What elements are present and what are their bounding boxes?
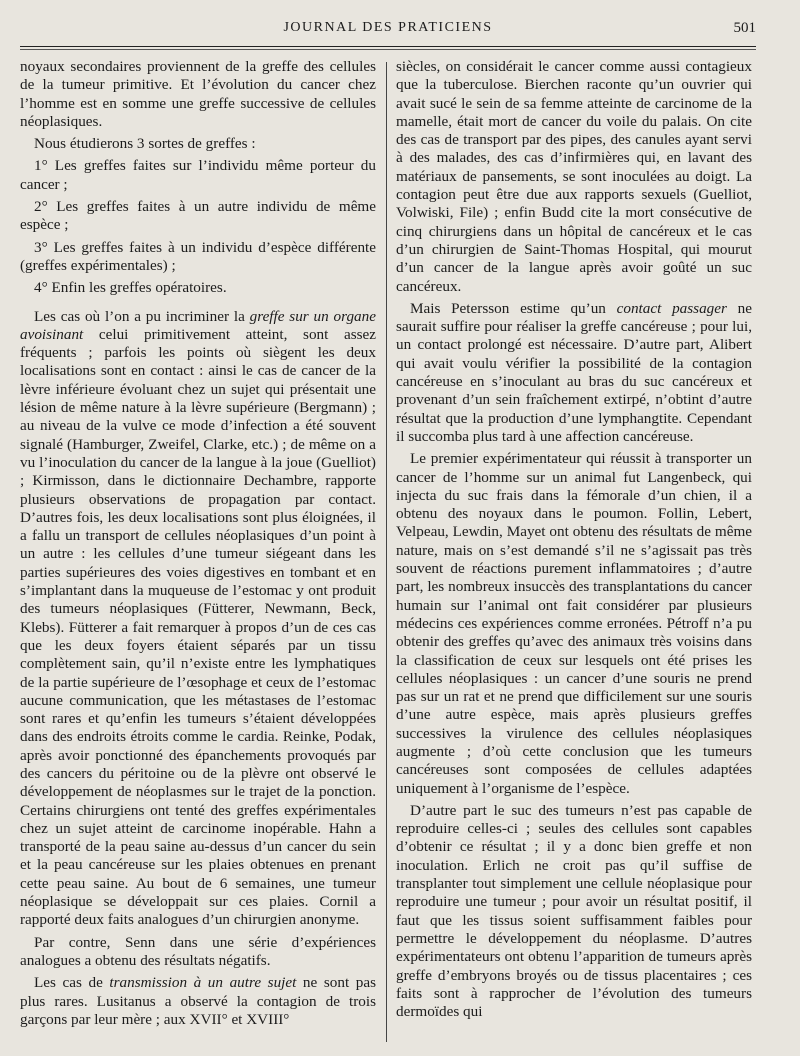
paragraph-l3 [20,157,376,194]
paragraph-r1 [396,58,752,296]
left-column [20,58,376,1033]
text-run: Les cas où l’on a pu incriminer la [34,307,250,325]
text-run: 2° Les greffes faites à un autre individu de même espèce ; [20,198,376,234]
right-column [396,58,752,1025]
text-run: ne sont pas plus rares. Lusitanus a observé la contagion de trois garçons par leur mère ; aux XVII° et XVIII° [20,974,376,1028]
italic-phrase: greffe sur un organe avoisinant [20,307,376,343]
paragraph-l4 [20,198,376,235]
text-run: 4° Enfin les greffes opératoires. [34,279,227,297]
column-divider [386,62,387,1042]
text-run: 1° Les greffes faites sur l’individu même porteur du cancer ; [20,157,376,193]
text-run: 3° Les greffes faites à un individu d’espèce différente (greffes expérimentales) ; [20,238,376,274]
text-run: celui primitivement atteint, sont assez fréquents ; parfois les points où siègent les deux localisations sont en contact : ainsi le cas de cancer de la lèvre inférieure évoluant chez un sujet qui présentait une lésion de même nature à la lèvre supérieure (Bergmann) ; au niveau de la vulve ce mode d’infection a été souvent signalé (Hamburger, Zweifel, Clarke, etc.) ; de même on a vu l’inoculation du cancer de la langue à la joue (Guelliot) ; Kirmisson, dans le dictionnaire Dechambre, rapporte plusieurs observations de propagation par contact. D’autres fois, les deux localisations sont plus éloignées, il a fallu un transport de cellules néoplasiques d’un point à un autre : les cellules d’une tumeur siégeant dans les parties supérieures des voies digestives en tombant et en s’implantant dans la muqueuse de l’estomac y ont produit des tumeurs néoplasiques (Fütterer, Newmann, Beck, Klebs). Fütterer a fait remarquer à propos d’un de ces cas que les deux foyers étaient séparés par un tissu complètement sain, qu’il n’existe entre les lymphatiques de la partie supérieure de l’œsophage et ceux de l’estomac aucune communication, que les métastases de l’estomac sont rares et qu’enfin les tumeurs s’étaient développées dans des endroits étroits comme le cardia. Reinke, Podak, après avoir ponctionné des épanchements provoqués par des cancers du péritoine ou de la plèvre ont observé le développement de néoplasmes sur le trajet de la ponction. Certains chirurgiens ont tenté des greffes expérimentales chez un sujet atteint de carcinome inopérable. Hahn a transporté de la peau saine au-dessus d’un cancer du sein et la peau cancéreuse sur les plaies obtenues en prenant cette peau saine. Au bout de 6 semaines, une tumeur néoplasique se développait sur ces plaies. Cornil a rapporté deux faits analogues d’un chirurgien anonyme. [20,325,376,929]
italic-phrase: contact passager [616,299,727,317]
paragraph-r4 [396,802,752,1022]
header-rule-secondary [20,49,756,50]
running-header [20,18,756,44]
text-run: siècles, on considérait le cancer comme aussi contagieux que la tuberculose. Bierchen raconte qu’un ouvrier qui avait sucé le sein de sa femme atteinte de carcinome de la mamelle, était mort de cancer du voile du palais. On cite des cas de transport par des pipes, des canules ayant servi à des malades, des cas d’infirmières qui, en lavant des matériaux de pansements, se sont inoculées au doigt. La contagion peut être due aux rapports sexuels (Guelliot, Volwiski, File) ; enfin Budd cite la mort consécutive de cinq chirurgiens dans un hôpital de cancéreux et le cas d’un chirurgien de Saint-Thomas Hospital, qui mourut d’un cancer de la langue après avoir goûté un suc cancéreux. [396,58,752,295]
paragraph-l8 [20,934,376,971]
paragraph-l5 [20,239,376,276]
text-run: Mais Petersson estime qu’un [410,299,617,317]
text-run: noyaux secondaires proviennent de la greffe des cellules de la tumeur primitive. Et l’évolution du cancer chez l’homme est en somme une greffe successive de cellules néoplasiques. [20,58,376,130]
text-run: D’autre part le suc des tumeurs n’est pas capable de reproduire celles-ci ; seules des cellules sont capables d’obtenir ce résultat ; il y a donc bien greffe et non inoculation. Erlich ne croit pas qu’il suffise de transplanter tout simplement une cellule néoplasique pour reproduire une tumeur ; pour avoir un résultat positif, il faut que les tissus soient suffisamment faibles pour permettre le développement du néoplasme. D’autres expérimentateurs ont obtenu l’apparition de tumeurs après greffe d’embryons broyés ou de tissus placentaires ; ces faits sont à rapprocher de l’évolution des tumeurs dermoïdes qui [396,801,752,1021]
text-run: Par contre, Senn dans une série d’expériences analogues a obtenu des résultats négatifs. [20,933,376,969]
page-number: 501 [733,20,756,36]
paragraph-l7 [20,308,376,930]
paragraph-l2 [20,135,376,153]
text-run: Nous étudierons 3 sortes de greffes : [34,135,256,153]
paragraph-l1 [20,58,376,131]
paragraph-r3 [396,450,752,798]
paragraph-r2 [396,300,752,446]
header-rule [20,46,756,47]
paragraph-l6 [20,279,376,297]
text-run: Le premier expérimentateur qui réussit à transporter un cancer de l’homme sur un animal fut Langenbeck, qui injecta du suc frais dans la fémorale d’un chien, il a obtenu des noyaux dans le poumon. Follin, Lebert, Velpeau, Lewdin, Mayet ont obtenu des résultats de même nature, mais on s’est demandé s’il ne s’agissait pas très souvent de réactions purement inflammatoires ; d’autre part, les nombreux insuccès des transplantations du cancer humain sur l’animal ont fait considérer par plusieurs médecins ces expériences comme erronées. Pétroff n’a pu obtenir des greffes qu’avec des animaux très voisins dans la classification de ceux sur lesquels ont été prises les cellules néoplasiques : un cancer d’une souris ne prend pas sur un rat et ne prend que difficilement sur une souris d’une autre espèce, mais après plusieurs greffes successives la virulence des cellules néoplasiques augmente ; d’où cette conclusion que les tumeurs cancéreuses sont composées de cellules adaptées uniquement à l’organisme de l’espèce. [396,450,752,797]
italic-phrase: transmission à un autre sujet [109,974,297,992]
paragraph-l9 [20,974,376,1029]
text-run: ne saurait suffire pour réaliser la greffe cancéreuse ; pour lui, un contact prolongé est nécessaire. D’autre part, Alibert qui avait voulu vérifier la possibilité de la contagion cancéreuse en s’inoculant au bras du suc cancéreux et provenant d’un sein fraîchement extirpé, n’obtint d’autre résultat que la production d’une lymphangtite. Cependant il succomba plus tard à une affection cancéreuse. [396,299,752,445]
text-run: Les cas de [34,974,110,992]
journal-title: JOURNAL DES PRATICIENS [283,20,493,35]
